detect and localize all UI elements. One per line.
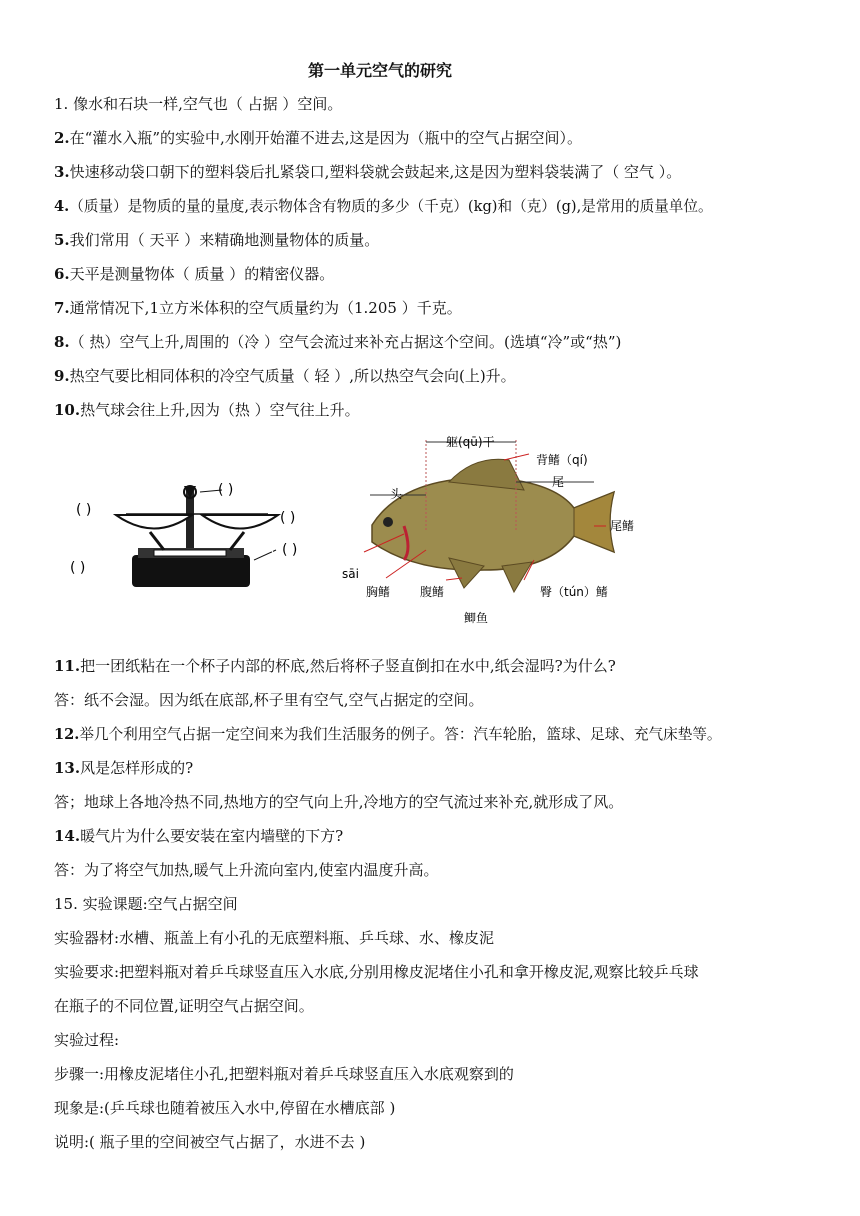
experiment-step-one xyxy=(54,1063,844,1084)
question-14 xyxy=(54,825,844,846)
statement-text: 像水和石块一样,空气也（ 占据 ）空间。 xyxy=(68,95,343,113)
statement-10 xyxy=(54,399,844,420)
statement-text: 天平是测量物体（ 质量 ）的精密仪器。 xyxy=(69,265,335,283)
question-text: 举几个利用空气占据一定空间来为我们生活服务的例子。答：汽车轮胎，篮球、足球、充气床垫等。 xyxy=(79,726,722,743)
statement-text: 快速移动袋口朝下的塑料袋后扎紧袋口,塑料袋就会鼓起来,这是因为塑料袋装满了（ 空气 ）。 xyxy=(69,163,682,181)
statement-number: 4. xyxy=(54,198,70,215)
fish-label-head: 头 xyxy=(390,487,403,501)
statement-2 xyxy=(54,127,844,148)
statement-text: 在“灌水入瓶”的实验中,水刚开始灌不进去,这是因为（瓶中的空气占据空间）。 xyxy=(69,129,583,147)
experiment-text: 步骤一:用橡皮泥堵住小孔,把塑料瓶对着乒乓球竖直压入水底观察到的 xyxy=(54,1065,514,1083)
question-number: 14. xyxy=(54,827,81,845)
experiment-topic xyxy=(54,893,844,914)
question-12 xyxy=(54,723,844,744)
answer-11 xyxy=(54,689,844,710)
fish-label-tail-fin: 尾鳍 xyxy=(610,519,635,533)
illustrations xyxy=(54,430,654,630)
answer-14 xyxy=(54,859,844,880)
fish-label-body: 躯(qū)干 xyxy=(446,435,495,449)
experiment-phenomenon xyxy=(54,1097,844,1118)
experiment-requirements xyxy=(54,961,844,982)
statement-number: 10. xyxy=(54,401,81,419)
statement-number: 8. xyxy=(54,333,70,351)
experiment-process-heading xyxy=(54,1029,844,1050)
statement-text: （质量）是物质的量的量度,表示物体含有物质的多少（千克）(kg)和（克）(g),是常用的质量单位。 xyxy=(69,198,713,215)
balance-blank-5: ( ) xyxy=(70,560,86,576)
balance-blank-2: ( ) xyxy=(76,502,92,518)
experiment-explanation xyxy=(54,1131,844,1152)
illustrations-svg xyxy=(54,430,654,630)
statement-3 xyxy=(54,161,844,182)
experiment-materials xyxy=(54,927,844,948)
balance-blank-3: ( ) xyxy=(280,510,296,526)
question-number: 11. xyxy=(54,657,81,675)
statement-text: （ 热）空气上升,周围的（冷 ）空气会流过来补充占据这个空间。(选填“冷”或“热”) xyxy=(69,333,622,351)
fish-label-tail-part: 尾 xyxy=(552,475,565,489)
question-number: 12. xyxy=(54,726,80,743)
statement-text: 热空气要比相同体积的冷空气质量（ 轻 ）,所以热空气会向(上)升。 xyxy=(69,367,516,385)
fish-label-pectoral-fin: 胸鳍 xyxy=(366,585,391,599)
statement-number: 7. xyxy=(54,299,70,317)
question-text: 把一团纸粘在一个杯子内部的杯底,然后将杯子竖直倒扣在水中,纸会湿吗?为什么? xyxy=(80,657,616,675)
statement-text: 我们常用（ 天平 ）来精确地测量物体的质量。 xyxy=(69,231,380,249)
answer-13 xyxy=(54,791,844,812)
balance-blank-1: ( ) xyxy=(218,482,234,498)
balance-blank-4: ( ) xyxy=(282,542,298,558)
fish-caption: 鲫鱼 xyxy=(464,611,489,625)
question-13 xyxy=(54,757,844,778)
statement-number: 3. xyxy=(54,163,70,181)
question-text: 暖气片为什么要安装在室内墙壁的下方? xyxy=(80,827,344,845)
statement-9 xyxy=(54,365,844,386)
answer-text: 答；地球上各地冷热不同,热地方的空气向上升,冷地方的空气流过来补充,就形成了风。 xyxy=(54,793,624,811)
statement-7 xyxy=(54,297,844,318)
experiment-text: 实验过程: xyxy=(54,1031,120,1049)
page-title: 第一单元空气的研究 xyxy=(307,61,452,80)
statement-number: 9. xyxy=(54,367,70,385)
statement-number: 1. xyxy=(54,95,69,113)
statement-1 xyxy=(54,93,844,114)
answer-text: 答：纸不会湿。因为纸在底部,杯子里有空气,空气占据定的空间。 xyxy=(54,691,484,709)
experiment-text: 15. 实验课题:空气占据空间 xyxy=(54,895,238,913)
experiment-text: 实验要求:把塑料瓶对着乒乓球竖直压入水底,分别用橡皮泥堵住小孔和拿开橡皮泥,观察比较乒乓球 xyxy=(54,963,699,981)
fish-label-dorsal-fin: 背鳍（qí) xyxy=(536,453,588,467)
question-text: 风是怎样形成的? xyxy=(80,759,194,777)
statement-5 xyxy=(54,229,844,250)
experiment-text: 现象是:(乒乓球也随着被压入水中,停留在水槽底部 ) xyxy=(54,1099,396,1117)
statement-6 xyxy=(54,263,844,284)
balance-blank-6: ( ) xyxy=(270,541,285,556)
statement-number: 2. xyxy=(54,129,70,147)
fish-label-gill: sāi xyxy=(342,567,359,581)
statement-8 xyxy=(54,331,844,352)
statement-4 xyxy=(54,195,844,216)
statement-text: 热气球会往上升,因为（热 ）空气往上升。 xyxy=(80,401,360,419)
experiment-text: 实验器材:水槽、瓶盖上有小孔的无底塑料瓶、乒乓球、水、橡皮泥 xyxy=(54,929,495,947)
balance-scale-illustration xyxy=(116,486,278,587)
experiment-text: 说明:( 瓶子里的空间被空气占据了，水进不去 ) xyxy=(54,1133,366,1151)
question-number: 13. xyxy=(54,759,81,777)
statement-text: 通常情况下,1立方米体积的空气质量约为（1.205 ）千克。 xyxy=(69,299,462,317)
statement-number: 6. xyxy=(54,265,70,283)
experiment-requirements-cont xyxy=(54,995,844,1016)
fish-label-ventral-fin: 腹鳍 xyxy=(420,585,445,599)
fish-label-anal-fin: 臀（tún）鳍 xyxy=(540,585,608,599)
answer-text: 答：为了将空气加热,暖气上升流向室内,使室内温度升高。 xyxy=(54,861,439,879)
question-11 xyxy=(54,655,844,676)
experiment-text: 在瓶子的不同位置,证明空气占据空间。 xyxy=(54,997,314,1015)
statement-number: 5. xyxy=(54,231,70,249)
